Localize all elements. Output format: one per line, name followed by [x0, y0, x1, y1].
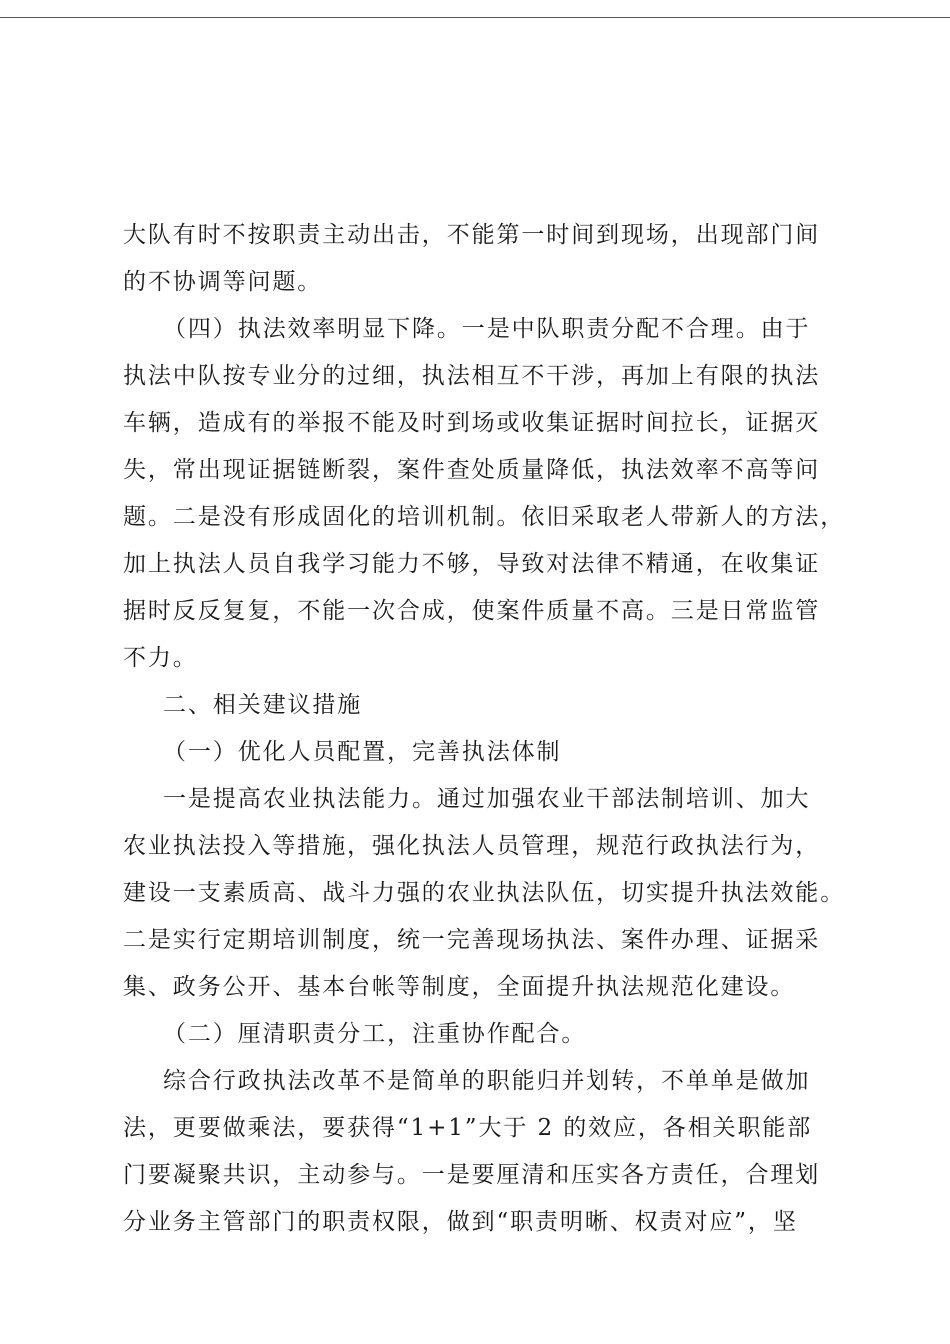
- text-line: 据时反反复复，不能一次合成，使案件质量不高。三是日常监管: [123, 598, 821, 624]
- text-line: 不力。: [123, 645, 198, 671]
- text-line: （四）执法效率明显下降。一是中队职责分配不合理。由于: [163, 316, 811, 342]
- text-line: 法，更要做乘法，要获得“1+1”大于 2 的效应，各相关职能部: [123, 1115, 813, 1141]
- text-line: 失，常出现证据链断裂，案件查处质量降低，执法效率不高等问: [123, 457, 821, 483]
- subsection-heading: （二）厘清职责分工，注重协作配合。: [163, 1021, 587, 1047]
- document-body: [123, 212, 846, 1246]
- text-line: 车辆，造成有的举报不能及时到场或收集证据时间拉长，证据灭: [123, 410, 821, 436]
- text-line: 一是提高农业执法能力。通过加强农业干部法制培训、加大: [163, 786, 811, 812]
- text-line: 集、政务公开、基本台帐等制度，全面提升执法规范化建设。: [123, 974, 796, 1000]
- text-line: 农业执法投入等措施，强化执法人员管理，规范行政执法行为，: [123, 833, 821, 859]
- header-rule: [0, 17, 950, 18]
- text-line: 执法中队按专业分的过细，执法相互不干涉，再加上有限的执法: [123, 363, 821, 389]
- subsection-heading: （一）优化人员配置，完善执法体制: [163, 739, 562, 765]
- text-line: 建设一支素质高、战斗力强的农业执法队伍，切实提升执法效能。: [123, 880, 846, 906]
- text-line: 加上执法人员自我学习能力不够，导致对法律不精通，在收集证: [123, 551, 821, 577]
- text-line: 大队有时不按职责主动出击，不能第一时间到现场，出现部门间: [123, 222, 821, 248]
- text-line: 的不协调等问题。: [123, 269, 323, 295]
- text-line: 综合行政执法改革不是简单的职能归并划转，不单单是做加: [163, 1068, 811, 1094]
- text-line: 分业务主管部门的职责权限，做到“职责明晰、权责对应”，坚: [123, 1209, 798, 1235]
- text-line: 题。二是没有形成固化的培训机制。依旧采取老人带新人的方法，: [123, 504, 846, 530]
- section-heading: 二、相关建议措施: [163, 692, 363, 718]
- text-line: 门要凝聚共识，主动参与。一是要厘清和压实各方责任，合理划: [123, 1162, 821, 1188]
- text-line: 二是实行定期培训制度，统一完善现场执法、案件办理、证据采: [123, 927, 821, 953]
